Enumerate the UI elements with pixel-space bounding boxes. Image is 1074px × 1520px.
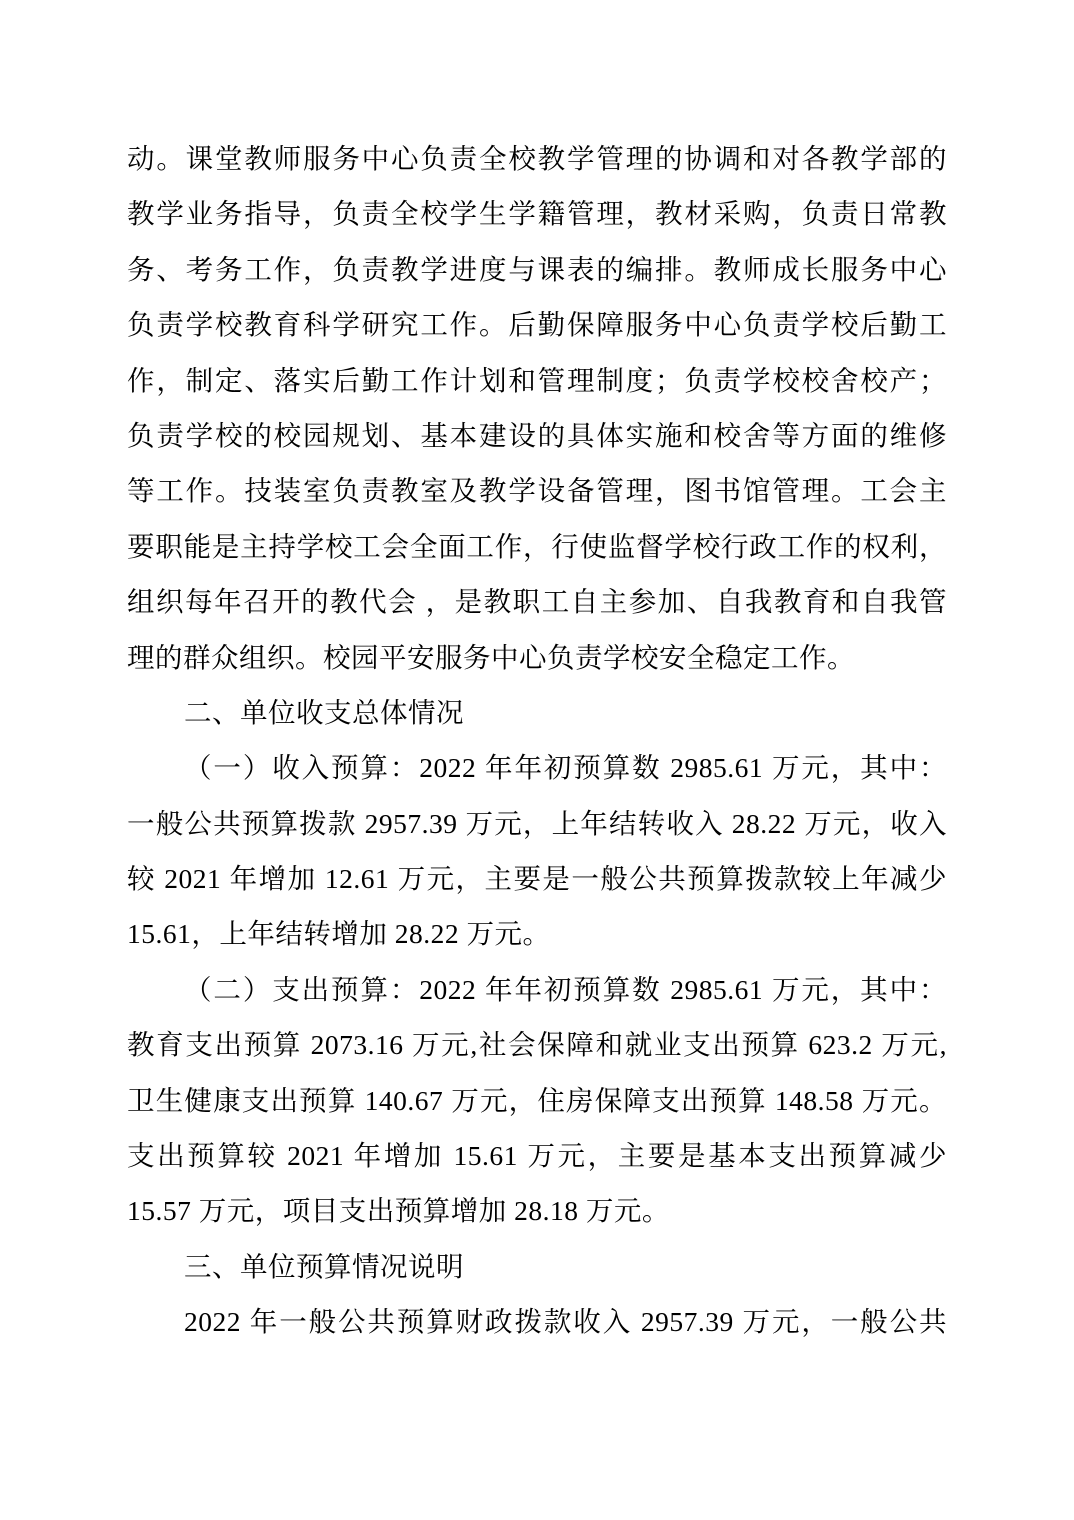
text-line: 15.57 万元，项目支出预算增加 28.18 万元。 (127, 1195, 670, 1227)
text-line: 支出预算较 2021 年增加 15.61 万元，主要是基本支出预算减少 (127, 1140, 947, 1172)
text-line: 2022 年一般公共预算财政拨款收入 2957.39 万元，一般公共 (184, 1306, 947, 1338)
text-line: 动。课堂教师服务中心负责全校教学管理的协调和对各教学部的 (127, 143, 947, 174)
text-line: 务、考务工作，负责教学进度与课表的编排。教师成长服务中心 (127, 253, 947, 285)
document-text-block (127, 131, 947, 1350)
text-line: 15.61，上年结转增加 28.22 万元。 (127, 918, 551, 950)
text-line: 要职能是主持学校工会全面工作，行使监督学校行政工作的权利， (127, 530, 947, 562)
text-line: 教学业务指导，负责全校学生学籍管理，教材采购，负责日常教 (127, 198, 947, 230)
text-line: 负责学校教育科学研究工作。后勤保障服务中心负责学校后勤工 (127, 309, 947, 341)
text-line: 较 2021 年增加 12.61 万元，主要是一般公共预算拨款较上年减少 (127, 863, 947, 895)
text-line: （二）支出预算：2022 年年初预算数 2985.61 万元，其中： (184, 973, 947, 1005)
text-line: （一）收入预算：2022 年年初预算数 2985.61 万元，其中： (184, 752, 947, 784)
text-line: 教育支出预算 2073.16 万元,社会保障和就业支出预算 623.2 万元, (127, 1029, 947, 1061)
text-line: 负责学校的校园规划、基本建设的具体实施和校舍等方面的维修 (127, 419, 947, 451)
section-3-heading: 三、单位预算情况说明 (184, 1250, 464, 1282)
section-2-heading: 二、单位收支总体情况 (184, 696, 464, 728)
text-line: 理的群众组织。校园平安服务中心负责学校安全稳定工作。 (127, 641, 855, 673)
text-line: 一般公共预算拨款 2957.39 万元，上年结转收入 28.22 万元，收入 (127, 807, 947, 839)
text-line: 组织每年召开的教代会 ，是教职工自主参加、自我教育和自我管 (127, 586, 947, 618)
text-line: 等工作。技装室负责教室及教学设备管理，图书馆管理。工会主 (127, 475, 947, 507)
text-line: 卫生健康支出预算 140.67 万元，住房保障支出预算 148.58 万元。 (127, 1084, 947, 1116)
text-line: 作，制定、落实后勤工作计划和管理制度；负责学校校舍校产； (127, 364, 947, 396)
